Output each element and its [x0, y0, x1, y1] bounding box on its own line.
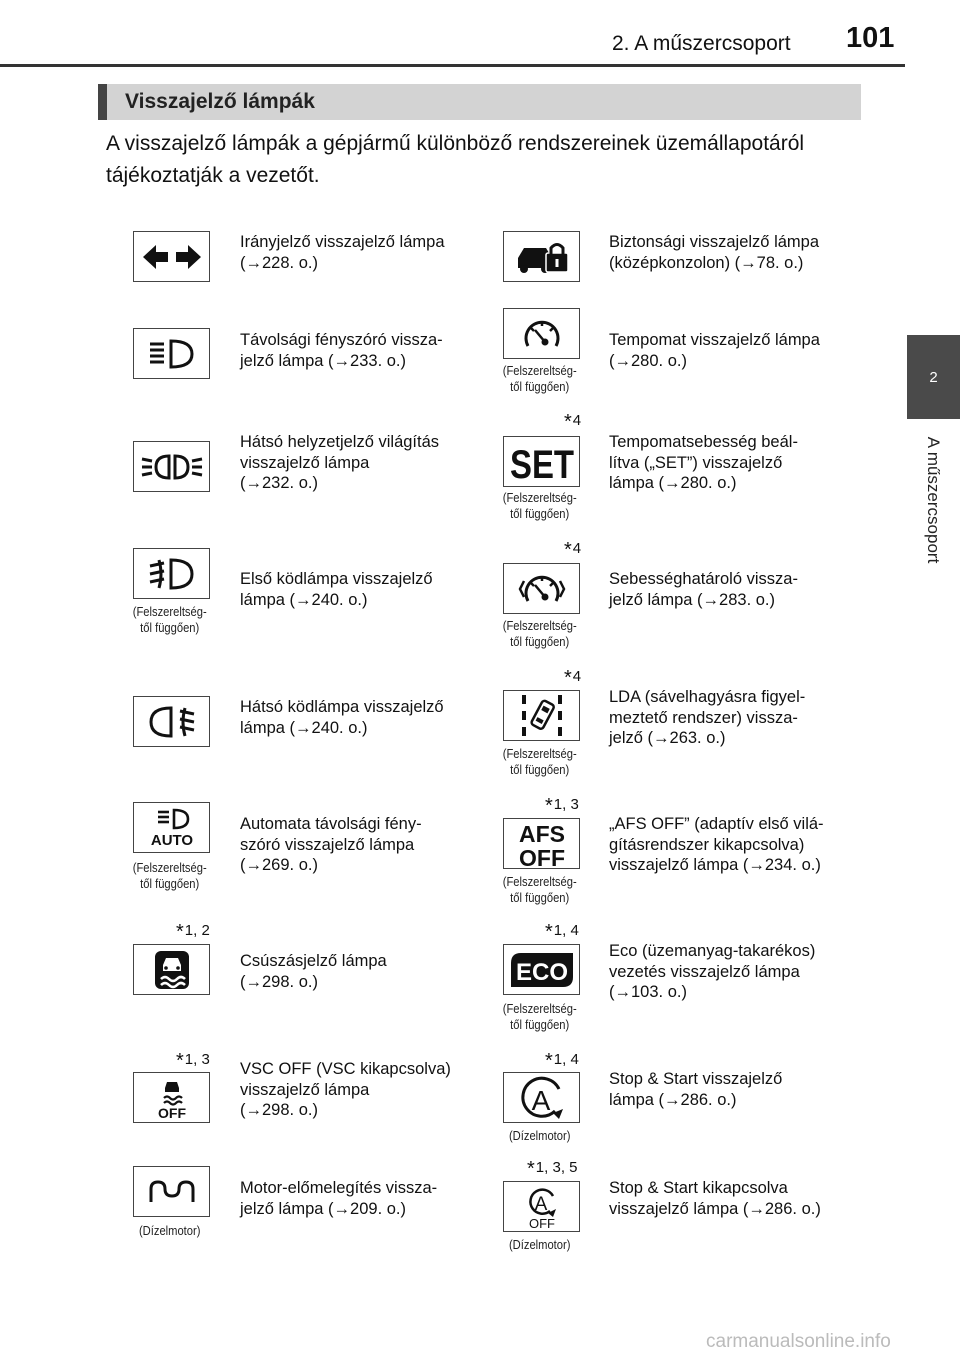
note-vsc-off: *1, 3 [176, 1050, 210, 1072]
side-tab-label: A műszercsoport [924, 436, 943, 564]
note-eco: *1, 4 [545, 921, 579, 943]
intro-paragraph: A visszajelző lámpák a gépjármű különböző rendszereinek üzemállapotáról tájékoztatják a vezetőt. [106, 132, 805, 187]
cruise-control-icon [503, 308, 580, 359]
desc-auto-high-beam: Automata távolsági fény- szóró visszajelző lámpa (→269. o.) [240, 815, 422, 874]
desc-rear-fog: Hátsó ködlámpa visszajelző lámpa (→240. o.) [240, 698, 444, 737]
desc-security: Biztonsági visszajelző lámpa (középkonzolon) (→78. o.) [609, 233, 820, 272]
caption-eco: (Felszereltség- től függően) [502, 1001, 577, 1032]
afs-off-icon [503, 818, 580, 869]
svg-text:AFS: AFS [518, 820, 565, 847]
header-rule [0, 64, 905, 67]
high-beam-icon [133, 328, 210, 379]
desc-slip: Csúszásjelző lámpa (→298. o.) [240, 952, 387, 991]
desc-cruise-set: Tempomatsebesség beál- lítva („SET”) visszajelző lámpa (→280. o.) [609, 433, 798, 492]
caption-glow-plug: (Dízelmotor) [138, 1223, 201, 1238]
svg-text:A: A [534, 1193, 547, 1215]
note-stop-start: *1, 4 [545, 1050, 579, 1072]
side-tab [907, 335, 960, 419]
note-stop-start-off: *1, 3, 5 [527, 1158, 578, 1180]
auto-high-beam-icon [133, 802, 210, 853]
caption-front-fog: (Felszereltség- től függően) [132, 604, 207, 635]
slip-indicator-icon [133, 944, 210, 995]
desc-eco: Eco (üzemanyag-takarékos) vezetés visszajelző lámpa (→103. o.) [609, 942, 816, 1001]
desc-lda: LDA (sávelhagyásra figyel- meztető rendszer) vissza- jelző (→263. o.) [609, 688, 806, 747]
svg-text:A: A [531, 1084, 550, 1116]
svg-text:ECO: ECO [515, 958, 568, 986]
turn-signal-icon [133, 231, 210, 282]
section-title: Visszajelző lámpák [125, 90, 315, 113]
svg-text:OFF: OFF [528, 1215, 555, 1231]
caption-auto-high-beam: (Felszereltség- től függően) [132, 860, 207, 891]
caption-cruise-set: (Felszereltség- től függően) [502, 490, 577, 521]
stop-start-off-icon [503, 1181, 580, 1232]
note-cruise-set: *4 [564, 411, 582, 433]
lda-icon [503, 690, 580, 741]
desc-speed-limiter: Sebességhatároló vissza- jelző lámpa (→283. o.) [609, 570, 798, 609]
caption-speed-limiter: (Felszereltség- től függően) [502, 618, 577, 649]
caption-cruise-control: (Felszereltség- től függően) [502, 363, 577, 394]
watermark: carmanualsonline.info [706, 1331, 891, 1352]
desc-front-fog: Első ködlámpa visszajelző lámpa (→240. o.) [240, 570, 433, 609]
note-afs-off: *1, 3 [545, 795, 579, 817]
stop-start-icon [503, 1072, 580, 1123]
cruise-set-icon [503, 436, 580, 487]
front-fog-icon [133, 548, 210, 599]
desc-high-beam: Távolsági fényszóró vissza- jelző lámpa (→233. o.) [240, 331, 443, 370]
desc-stop-start: Stop & Start visszajelző lámpa (→286. o.) [609, 1070, 783, 1109]
svg-text:OFF: OFF [157, 1104, 186, 1121]
caption-stop-start-off: (Dízelmotor) [508, 1237, 571, 1252]
chapter-title: 2. A műszercsoport [612, 32, 791, 55]
desc-turn-signal: Irányjelző visszajelző lámpa (→228. o.) [240, 233, 445, 272]
caption-stop-start: (Dízelmotor) [508, 1128, 571, 1143]
tail-light-icon [133, 441, 210, 492]
vsc-off-icon [133, 1072, 210, 1123]
desc-tail-light: Hátsó helyzetjelző világítás visszajelző lámpa (→232. o.) [240, 433, 440, 492]
eco-icon [503, 944, 580, 995]
note-slip: *1, 2 [176, 921, 210, 943]
speed-limiter-icon [503, 563, 580, 614]
svg-text:SET: SET [509, 442, 574, 487]
desc-cruise-control: Tempomat visszajelző lámpa (→280. o.) [609, 331, 820, 370]
svg-text:AUTO: AUTO [150, 831, 193, 849]
desc-glow-plug: Motor-előmelegítés vissza- jelző lámpa (→209. o.) [240, 1179, 438, 1218]
rear-fog-icon [133, 696, 210, 747]
side-tab-number: 2 [929, 368, 938, 386]
note-speed-limiter: *4 [564, 539, 582, 561]
caption-afs-off: (Felszereltség- től függően) [502, 874, 577, 905]
desc-stop-start-off: Stop & Start kikapcsolva visszajelző lámpa (→286. o.) [609, 1179, 821, 1218]
desc-afs-off: „AFS OFF” (adaptív első vilá- gításrendszer kikapcsolva) visszajelző lámpa (→234. o.) [609, 815, 824, 874]
security-icon [503, 231, 580, 282]
page-number: 101 [846, 22, 895, 54]
desc-vsc-off: VSC OFF (VSC kikapcsolva) visszajelző lámpa (→298. o.) [240, 1060, 451, 1119]
svg-text:OFF: OFF [518, 844, 565, 871]
caption-lda: (Felszereltség- től függően) [502, 746, 577, 777]
glow-plug-icon [133, 1166, 210, 1217]
section-header [98, 84, 861, 120]
note-lda: *4 [564, 667, 582, 689]
